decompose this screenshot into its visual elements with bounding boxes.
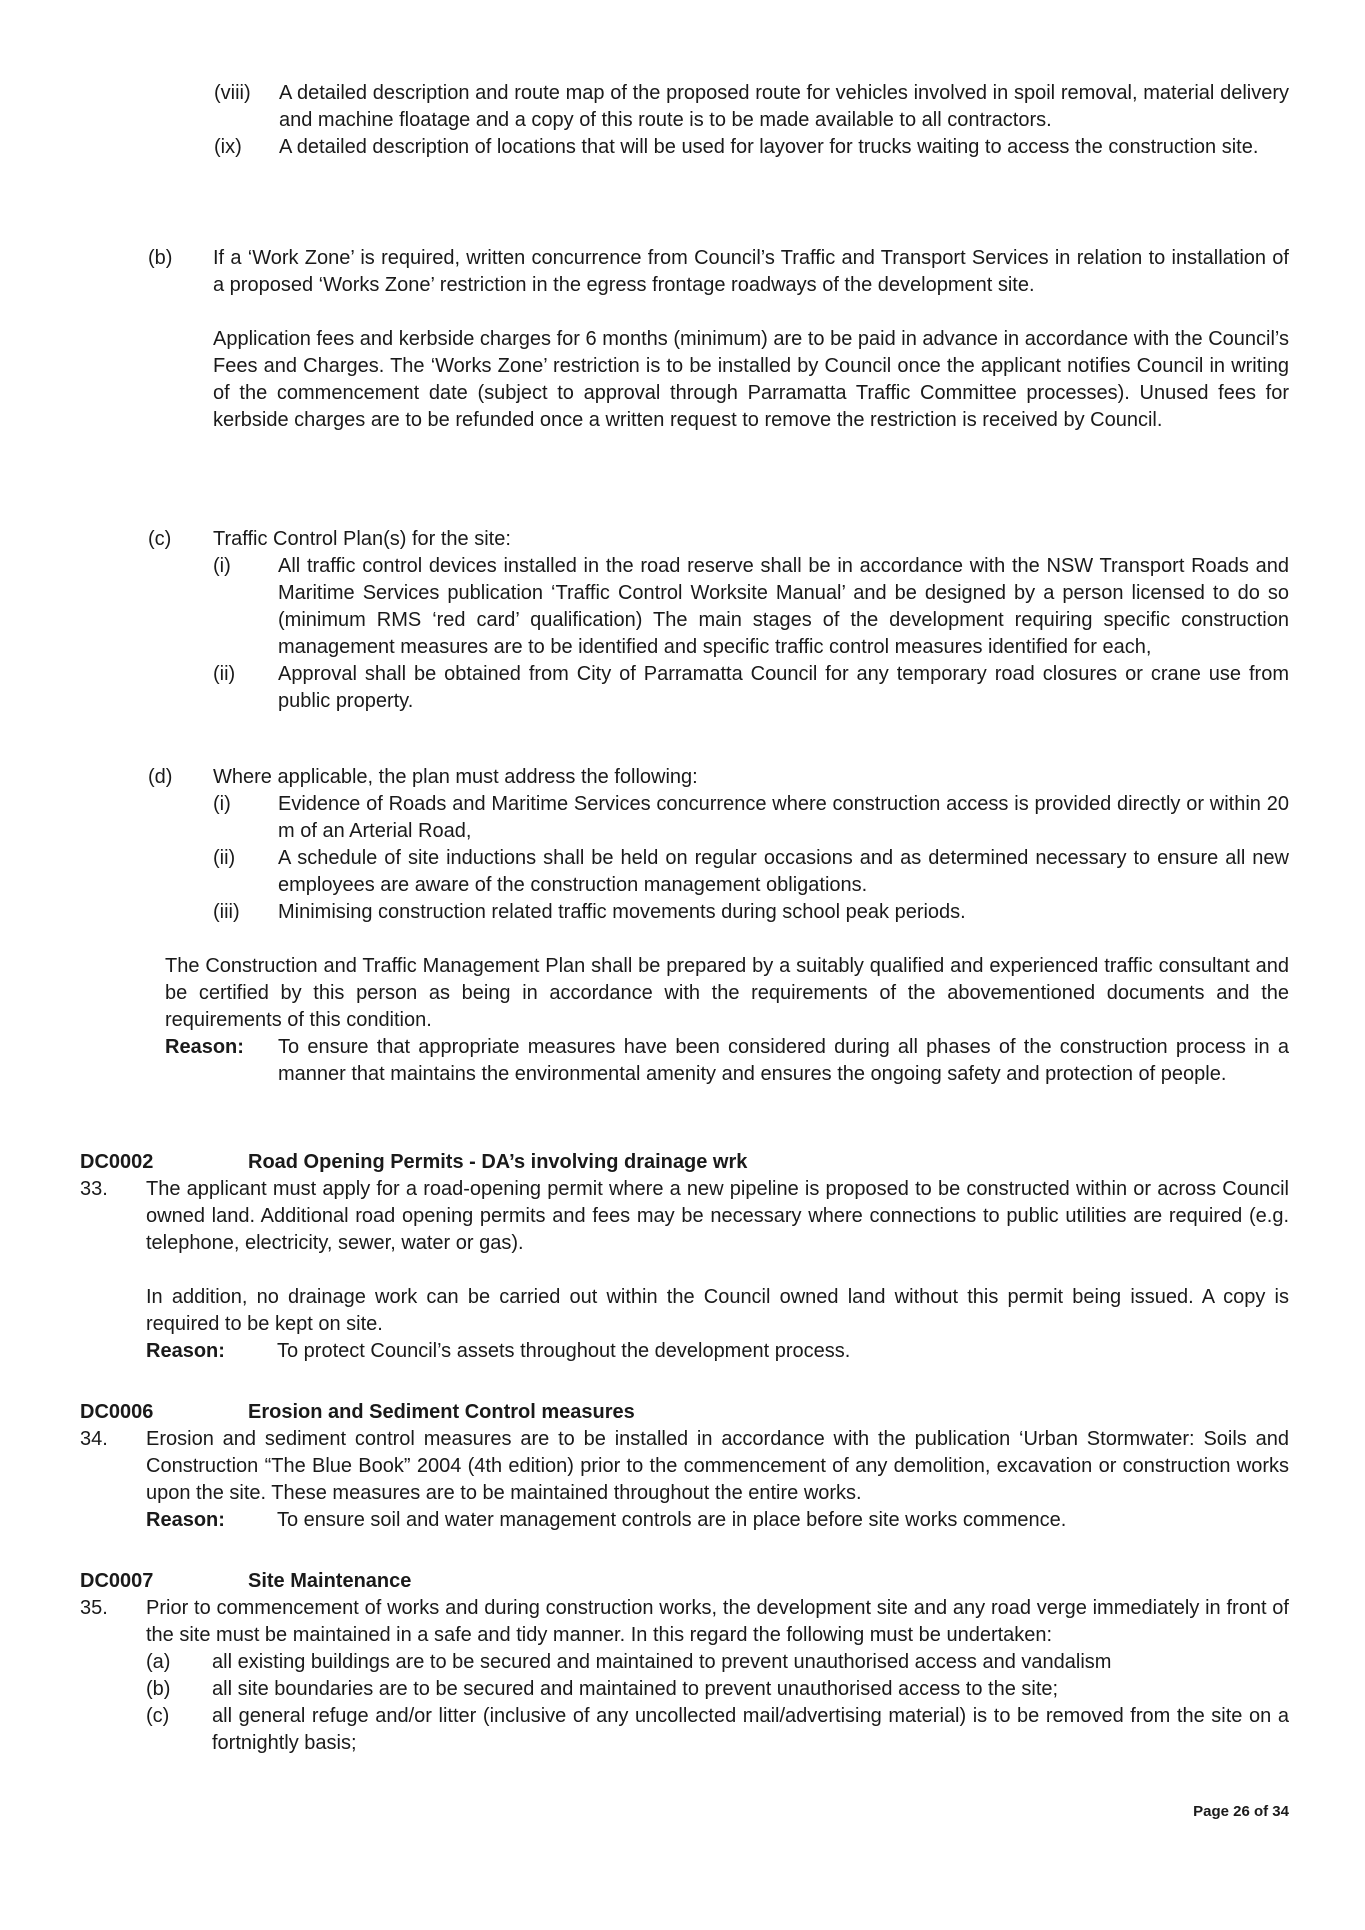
list-item bbox=[214, 134, 1289, 161]
condition-code: DC0002 bbox=[80, 1151, 154, 1173]
condition-34 bbox=[80, 1426, 1289, 1534]
item-intro: Where applicable, the plan must address the following: bbox=[213, 766, 698, 788]
paragraph: The applicant must apply for a road-opening permit where a new pipeline is proposed to be constructed within or across Council owned land. Additional road opening permits and fees may be necessary where connections to public utilities are required (e.g. telephone, electricity, sewer, water or gas). bbox=[146, 1178, 1289, 1254]
reason-row bbox=[146, 1507, 1289, 1534]
page-number: Page 26 of 34 bbox=[1193, 1803, 1289, 1820]
item-label: (c) bbox=[146, 1705, 170, 1727]
paragraph: Prior to commencement of works and during construction works, the development site and any road verge immediately in front of the site must be maintained in a safe and tidy manner. In this regard the following must be undertaken: bbox=[146, 1597, 1289, 1646]
condition-heading bbox=[80, 1568, 411, 1595]
condition-number: 34. bbox=[80, 1428, 108, 1450]
item-label: (b) bbox=[148, 247, 173, 269]
condition-33 bbox=[80, 1176, 1289, 1365]
list-item bbox=[214, 80, 1289, 134]
condition-35 bbox=[80, 1595, 1289, 1757]
reason-label: Reason: bbox=[146, 1340, 225, 1362]
reason-label: Reason: bbox=[165, 1036, 244, 1058]
item-label: (viii) bbox=[214, 82, 251, 104]
list-item bbox=[146, 1676, 1289, 1703]
item-text: A detailed description and route map of the proposed route for vehicles involved in spoil removal, material delivery and machine floatage and a copy of this route is to be made available to all contractors. bbox=[279, 82, 1289, 131]
list-item bbox=[213, 553, 1289, 661]
item-text: all site boundaries are to be secured and maintained to prevent unauthorised access to the site; bbox=[212, 1678, 1059, 1700]
reason-text: To ensure that appropriate measures have been considered during all phases of the construction process in a manner that maintains the environmental amenity and ensures the ongoing safety and protection of people. bbox=[278, 1036, 1289, 1085]
list-item bbox=[213, 899, 1289, 926]
item-label: (ii) bbox=[213, 663, 236, 685]
item-d bbox=[148, 764, 1289, 926]
reason-row bbox=[165, 1034, 1289, 1088]
item-c bbox=[148, 526, 1289, 715]
item-label: (iii) bbox=[213, 901, 240, 923]
subitem-list-top bbox=[214, 80, 1289, 161]
item-label: (d) bbox=[148, 766, 173, 788]
list-item bbox=[146, 1703, 1289, 1757]
condition-title: Site Maintenance bbox=[248, 1570, 412, 1592]
condition-heading bbox=[80, 1399, 635, 1426]
item-text: all general refuge and/or litter (inclusive of any uncollected mail/advertising material) is to be removed from the site on a fortnightly basis; bbox=[212, 1705, 1289, 1754]
list-item bbox=[146, 1649, 1289, 1676]
reason-text: To ensure soil and water management controls are in place before site works commence. bbox=[277, 1509, 1067, 1531]
item-label: (i) bbox=[213, 793, 231, 815]
condition-heading bbox=[80, 1149, 747, 1176]
item-label: (ix) bbox=[214, 136, 242, 158]
item-label: (ii) bbox=[213, 847, 236, 869]
list-item bbox=[213, 661, 1289, 715]
item-text: Approval shall be obtained from City of Parramatta Council for any temporary road closures or crane use from public property. bbox=[278, 663, 1289, 712]
ctmp-block bbox=[165, 953, 1289, 1088]
list-item bbox=[213, 845, 1289, 899]
paragraph: In addition, no drainage work can be carried out within the Council owned land without this permit being issued. A copy is required to be kept on site. bbox=[146, 1286, 1289, 1335]
reason-text: To protect Council’s assets throughout the development process. bbox=[277, 1340, 851, 1362]
condition-number: 35. bbox=[80, 1597, 108, 1619]
paragraph: Erosion and sediment control measures are to be installed in accordance with the publication ‘Urban Stormwater: Soils and Construction “The Blue Book” 2004 (4th edition) prior to the commencement of any demolition, excavation or construction works upon the site. These measures are to be maintained throughout the entire works. bbox=[146, 1428, 1289, 1504]
item-text: all existing buildings are to be secured and maintained to prevent unauthorised access and vandalism bbox=[212, 1651, 1112, 1673]
paragraph: The Construction and Traffic Management Plan shall be prepared by a suitably qualified and experienced traffic consultant and be certified by this person as being in accordance with the requirements of the abovementioned documents and the requirements of this condition. bbox=[165, 955, 1289, 1031]
item-text: All traffic control devices installed in the road reserve shall be in accordance with the NSW Transport Roads and Maritime Services publication ‘Traffic Control Worksite Manual’ and be designed by a person licensed to do so (minimum RMS ‘red card’ qualification) The main stages of the development requiring specific construction management measures are to be identified and specific traffic control measures identified for each, bbox=[278, 555, 1289, 658]
paragraph: Application fees and kerbside charges for 6 months (minimum) are to be paid in advance in accordance with the Council’s Fees and Charges. The ‘Works Zone’ restriction is to be installed by Council once the applicant notifies Council in writing of the commencement date (subject to approval through Parramatta Traffic Committee processes). Unused fees for kerbside charges are to be refunded once a written request to remove the restriction is received by Council. bbox=[213, 328, 1289, 431]
list-item bbox=[213, 791, 1289, 845]
item-label: (a) bbox=[146, 1651, 171, 1673]
item-text: A schedule of site inductions shall be held on regular occasions and as determined necessary to ensure all new employees are aware of the construction management obligations. bbox=[278, 847, 1289, 896]
item-text: Minimising construction related traffic movements during school peak periods. bbox=[278, 901, 966, 923]
condition-number: 33. bbox=[80, 1178, 108, 1200]
item-label: (c) bbox=[148, 528, 172, 550]
item-text: A detailed description of locations that will be used for layover for trucks waiting to access the construction site. bbox=[279, 136, 1259, 158]
reason-row bbox=[146, 1338, 1289, 1365]
item-label: (b) bbox=[146, 1678, 171, 1700]
item-text: Evidence of Roads and Maritime Services concurrence where construction access is provided directly or within 20 m of an Arterial Road, bbox=[278, 793, 1289, 842]
item-label: (i) bbox=[213, 555, 231, 577]
condition-code: DC0007 bbox=[80, 1570, 154, 1592]
item-b bbox=[148, 245, 1289, 434]
reason-label: Reason: bbox=[146, 1509, 225, 1531]
condition-code: DC0006 bbox=[80, 1401, 154, 1423]
condition-title: Erosion and Sediment Control measures bbox=[248, 1401, 635, 1423]
paragraph: If a ‘Work Zone’ is required, written concurrence from Council’s Traffic and Transport Services in relation to installation of a proposed ‘Works Zone’ restriction in the egress frontage roadways of the development site. bbox=[213, 247, 1289, 296]
item-intro: Traffic Control Plan(s) for the site: bbox=[213, 528, 511, 550]
condition-title: Road Opening Permits - DA’s involving drainage wrk bbox=[248, 1151, 748, 1173]
